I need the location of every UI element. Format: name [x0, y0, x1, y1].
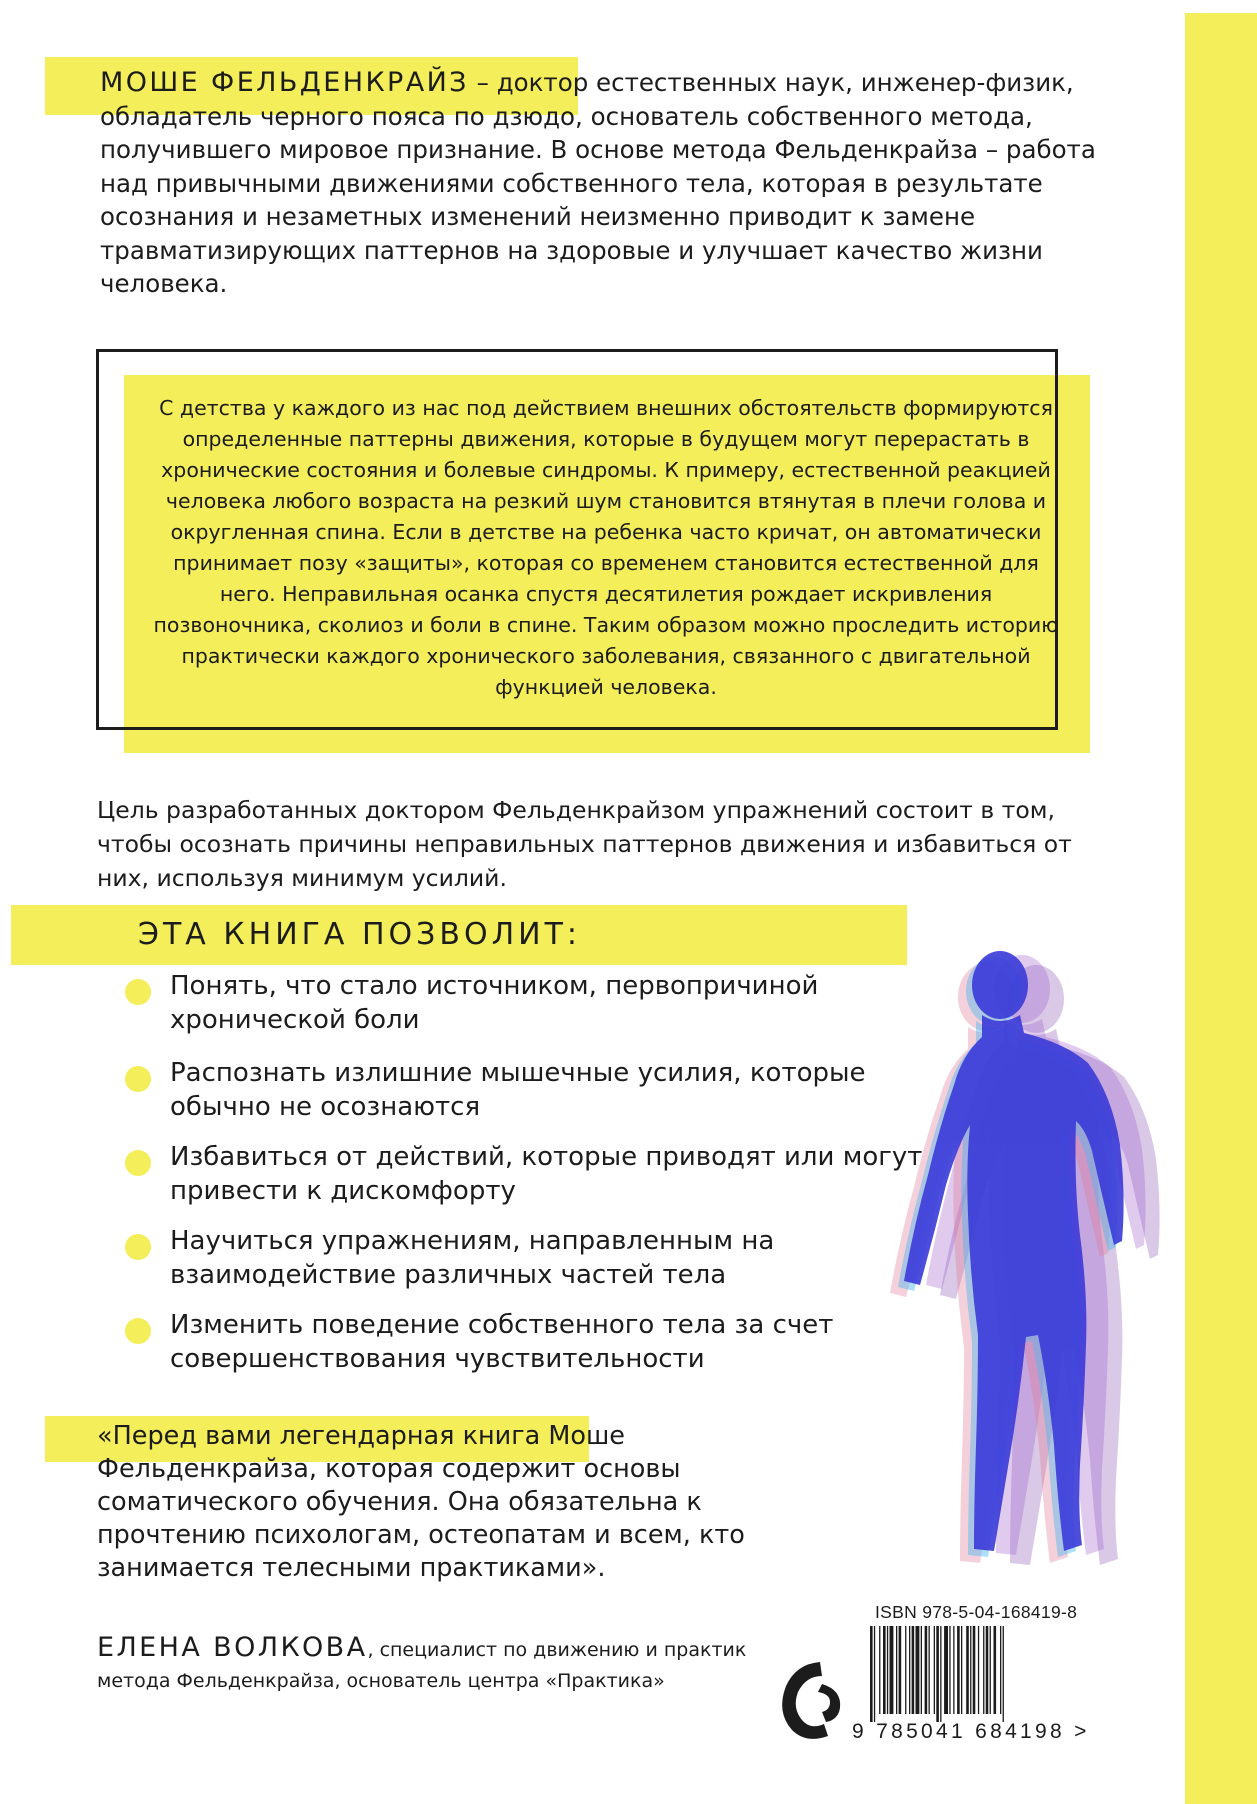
barcode-bar: [879, 1626, 880, 1714]
barcode-bar: [940, 1626, 941, 1722]
isbn-label: ISBN 978-5-04-168419-8: [875, 1602, 1078, 1622]
barcode-bar: [929, 1626, 930, 1714]
quote-text: «Перед вами легендарная книга Моше Фельденкрайза, которая содержит основы соматического обучения. Она обязательна к прочтению психологам, остеопатам и всем, кто занимается телесными практиками».: [97, 1421, 745, 1583]
intro-text: – доктор естественных наук, инженер-физик, обладатель черного пояса по дзюдо, основатель собственного метода, получившего мировое признание. В основе метода Фельденкрайза – работа над привычными движениями собственного тела, которая в результате осознания и незаметных изменений неизменно приводит к замене травматизирующих паттернов на здоровые и улучшает качество жизни человека.: [100, 68, 1096, 298]
barcode-bar: [899, 1626, 902, 1714]
barcode-bar: [944, 1626, 948, 1714]
quote-author-desc: , специалист по движению и практик метода Фельденкрайза, основатель центра «Практика»: [97, 1639, 747, 1692]
barcode-bar: [966, 1626, 969, 1714]
barcode-bar: [912, 1626, 915, 1714]
barcode-bar: [925, 1626, 928, 1714]
barcode-bar: [986, 1626, 989, 1714]
bullet-dot-icon: [125, 1066, 151, 1092]
barcode-bar: [887, 1626, 888, 1714]
barcode-bar: [970, 1626, 971, 1714]
bullet-dot-icon: [125, 1318, 151, 1344]
benefit-text: Изменить поведение собственного тела за счет совершенствования чувствительности: [170, 1310, 834, 1374]
barcode-bar: [921, 1626, 922, 1714]
barcode-bar: [936, 1626, 939, 1722]
barcode-bar: [896, 1626, 897, 1714]
barcode-bar: [934, 1626, 935, 1714]
barcode-bar: [953, 1626, 954, 1714]
author-name-heading: МОШЕ ФЕЛЬДЕНКРАЙЗ: [100, 67, 469, 98]
quote-author-name: ЕЛЕНА ВОЛКОВА: [97, 1632, 368, 1663]
barcode-bar: [1000, 1626, 1001, 1714]
barcode-bar: [961, 1626, 962, 1714]
quote-author: [97, 1632, 797, 1697]
barcode: [868, 1626, 1094, 1722]
barcode-bar: [994, 1626, 997, 1714]
human-figure-illustration: [850, 945, 1160, 1575]
bullet-dot-icon: [125, 979, 151, 1005]
intro-paragraph: [100, 66, 1100, 301]
barcode-bar: [973, 1626, 976, 1714]
barcode-bar: [1003, 1626, 1004, 1722]
benefit-text: Научиться упражнениям, направленным на взаимодействие различных частей тела: [170, 1226, 775, 1290]
barcode-bar: [949, 1626, 950, 1714]
barcode-bar: [916, 1626, 920, 1714]
bullet-dot-icon: [125, 1150, 151, 1176]
barcode-bar: [874, 1626, 875, 1722]
bullet-dot-icon: [125, 1234, 151, 1260]
box-text: С детства у каждого из нас под действием внешних обстоятельств формируются определенные паттерны движения, которые в будущем могут перерастать в хронические состояния и болевые синдромы. К примеру, естественной реакцией человека любого возраста на резкий шум становится втянутая в плечи голова и округленная спина. Если в детстве на ребенка часто кричат, он автоматически принимает позу «защиты», которая со временем становится естественной для него. Неправильная осанка спустя десятилетия рождает искривления позвоночника, сколиоз и боли в спине. Таким образом можно проследить историю практически каждого хронического заболевания, связанного с двигательной функцией человека.: [153, 396, 1059, 699]
publisher-logo-icon: [776, 1656, 848, 1744]
benefit-text: Понять, что стало источником, первопричиной хронической боли: [170, 971, 819, 1035]
book-will-heading: ЭТА КНИГА ПОЗВОЛИТ:: [138, 917, 582, 952]
spine-stripe: [1185, 13, 1257, 1804]
barcode-bar: [905, 1626, 906, 1714]
benefit-text: Избавиться от действий, которые приводят или могут привести к дискомфорту: [170, 1142, 923, 1206]
barcode-bar: [990, 1626, 991, 1714]
barcode-bar: [978, 1626, 979, 1714]
barcode-bar: [957, 1626, 960, 1714]
barcode-bar: [909, 1626, 910, 1714]
benefit-text: Распознать излишние мышечные усилия, которые обычно не осознаются: [170, 1058, 866, 1122]
barcode-bar: [883, 1626, 886, 1714]
barcode-bar: [870, 1626, 873, 1722]
barcode-bar: [890, 1626, 894, 1714]
barcode-digits: 9 785041 684198 >: [852, 1720, 1090, 1743]
barcode-bar: [983, 1626, 984, 1714]
goal-paragraph: Цель разработанных доктором Фельденкрайзом упражнений состоит в том, чтобы осознать причины неправильных паттернов движения и избавиться от них, используя минимум усилий.: [97, 796, 1072, 892]
